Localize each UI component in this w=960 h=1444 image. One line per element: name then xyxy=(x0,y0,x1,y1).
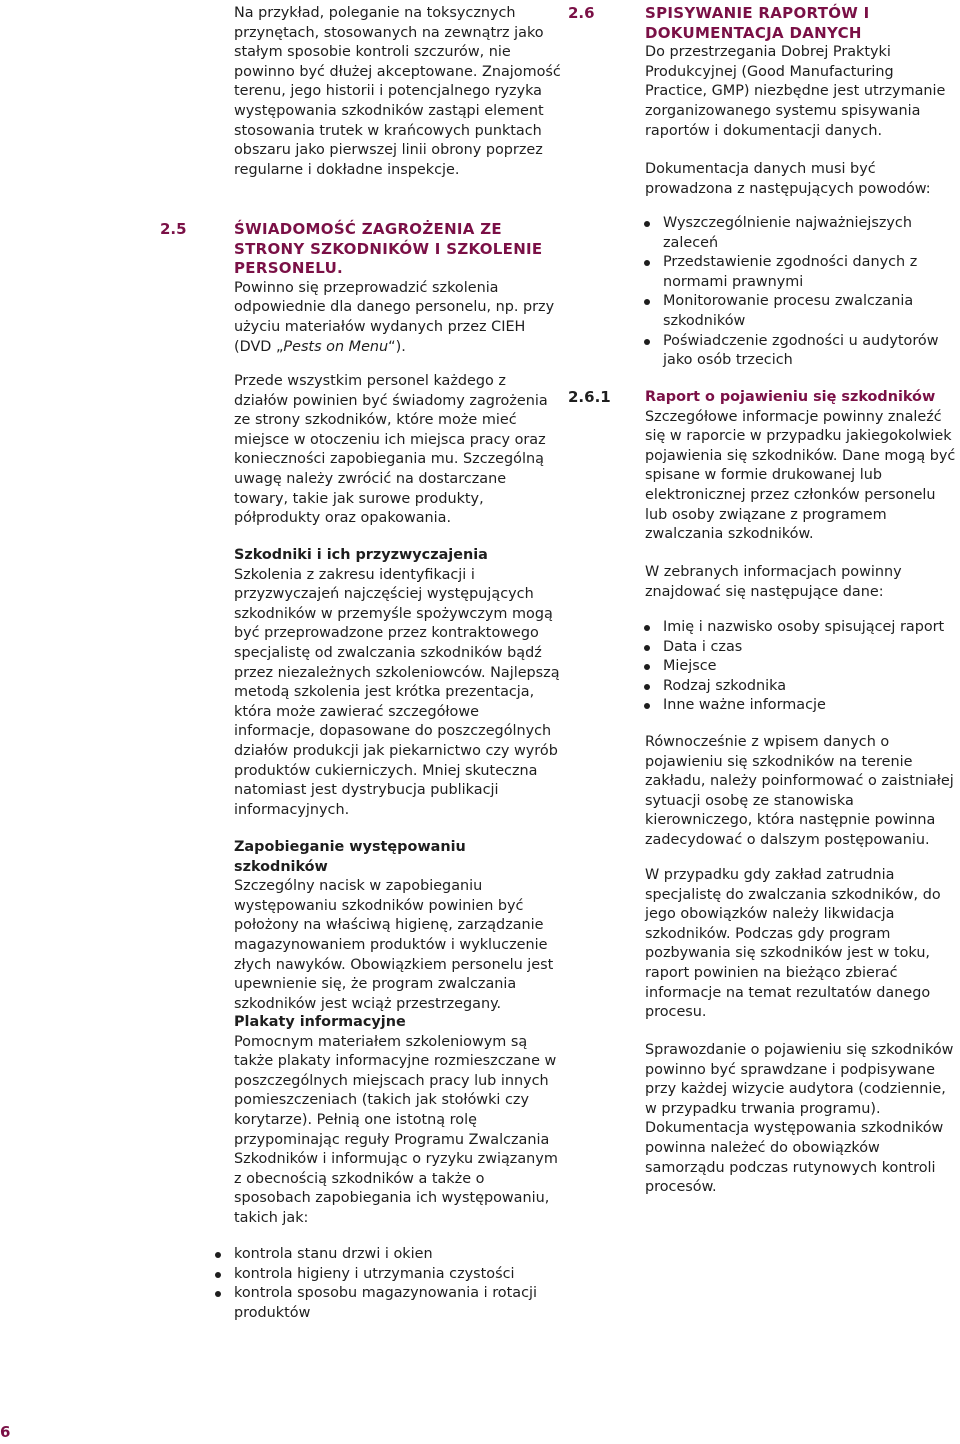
reasons-bullet-list xyxy=(641,214,956,371)
section-2-6-1-paragraph-5: Sprawozdanie o pojawieniu się szkodników powinno być sprawdzane i podpisywane przy każdej wizycie audytora (codziennie, w przypadku trwania programu). Dokumentacja występowania szkodników powinna należeć do obowiązków samorządu podczas rutynowych kontroli procesów. xyxy=(645,1042,954,1196)
section-2-6-1-paragraph-2-block xyxy=(645,563,960,602)
posters-bullet-list xyxy=(212,1245,542,1323)
section-2-6-1-paragraph-3: Równocześnie z wpisem danych o pojawieniu się szkodników na terenie zakładu, należy poinformować o zaistniałej sytuacji osobę ze stanowiska kierowniczego, która następnie powinna zadecydować o dalszym postępowaniu. xyxy=(645,734,954,848)
prevention-paragraph: Szczególny nacisk w zapobieganiu występowaniu szkodników powinien być położony na właściwą higienę, zarządzanie magazynowaniem produktów i wykluczenie złych nawyków. Obowiązkiem personelu jest upewnienie się, że program zwalczania szkodników jest wciąż przestrzegany. xyxy=(234,878,554,1012)
section-number-2-6-1: 2.6.1 xyxy=(568,388,611,406)
list-item: Inne ważne informacje xyxy=(641,696,956,716)
dvd-title: Pests on Menu xyxy=(283,338,389,355)
habits-block xyxy=(234,546,564,820)
posters-paragraph: Pomocnym materiałem szkoleniowym są także plakaty informacyjne rozmieszczane w poszczególnych miejscach pracy lub innych pomieszczeniach (takich jak stołówki czy korytarze). Pełnią one istotną rolę przypominając reguły Programu Zwalczania Szkodników i informując o ryzyku związanym z obecnością szkodników a także o sposobach zapobiegania ich występowaniu, takich jak: xyxy=(234,1033,558,1226)
section-2-6-paragraph-1: Do przestrzegania Dobrej Praktyki Produkcyjnej (Good Manufacturing Practice, GMP) niezbędne jest utrzymanie zorganizowanego systemu spisywania raportów i dokumentacji danych. xyxy=(645,44,946,139)
section-2-5-paragraph-1 xyxy=(234,279,564,357)
intro-paragraph: Na przykład, poleganie na toksycznych przynętach, stosowanych na zewnątrz jako stałym sposobie kontroli szczurów, nie powinno być dłużej akceptowane. Znajomość terenu, jego historii i potencjalnego ryzyka występowania szkodników zastąpi element stosowania trutek w krańcowych punktach obszaru jako pierwszej linii obrony poprzez regularne i dokładne inspekcje. xyxy=(234,5,561,178)
section-2-5-paragraph-2-block xyxy=(234,372,564,529)
habits-paragraph: Szkolenia z zakresu identyfikacji i przyzwyczajeń najczęściej występujących szkodników w przemyśle spożywczym mogą być przeprowadzone przez kontraktowego specjalistę od zwalczania szkodników bądź przez niezależnych szkoleniowców. Najlepszą metodą szkolenia jest krótka prezentacja, która może zawierać szczegółowe informacje, dopasowane do poszczególnych działów produkcji jak piekarnictwo czy wyrób produktów cukierniczych. Mniej skuteczna natomiast jest dystrybucja publikacji informacyjnych. xyxy=(234,566,560,818)
list-item: Monitorowanie procesu zwalczania szkodników xyxy=(641,292,956,331)
section-2-6-1 xyxy=(645,388,960,545)
text-span: “). xyxy=(388,338,406,355)
list-item: kontrola sposobu magazynowania i rotacji produktów xyxy=(212,1284,542,1323)
posters-bullets-block xyxy=(212,1245,542,1323)
reasons-list-block xyxy=(641,214,956,371)
habits-heading: Szkodniki i ich przyzwyczajenia xyxy=(234,547,488,563)
list-item: Imię i nazwisko osoby spisującej raport xyxy=(641,618,956,638)
section-2-6-1-paragraph-2: W zebranych informacjach powinny znajdować się następujące dane: xyxy=(645,564,902,600)
posters-heading: Plakaty informacyjne xyxy=(234,1014,406,1030)
section-2-6-1-paragraph-4: W przypadku gdy zakład zatrudnia specjalistę do zwalczania szkodników, do jego obowiązków należy likwidacja szkodników. Podczas gdy program pozbywania się szkodników jest w toku, raport powinien na bieżąco zbierać informacje na temat rezultatów danego procesu. xyxy=(645,867,941,1021)
posters-block xyxy=(234,1013,564,1229)
text-span: Powinno się przeprowadzić szkolenia odpowiednie dla danego personelu, np. przy użyciu materiałów wydanych przez CIEH (DVD „ xyxy=(234,279,555,355)
section-2-6-paragraph-2: Dokumentacja danych musi być prowadzona z następujących powodów: xyxy=(645,161,931,197)
list-item: Przedstawienie zgodności danych z normami prawnymi xyxy=(641,253,956,292)
section-number-2-6: 2.6 xyxy=(568,4,595,22)
list-item: kontrola stanu drzwi i okien xyxy=(212,1245,542,1265)
section-2-6-1-paragraph-3-block xyxy=(645,733,960,851)
section-title-2-5: ŚWIADOMOŚĆ ZAGROŻENIA ZE STRONY SZKODNIKÓW I SZKOLENIE PERSONELU. xyxy=(234,220,543,278)
section-2-5 xyxy=(234,220,564,357)
data-items-bullet-list xyxy=(641,618,956,716)
section-2-6-1-paragraph-1: Szczegółowe informacje powinny znaleźć się w raporcie w przypadku jakiegokolwiek pojawienia się szkodników. Dane mogą być spisane w formie drukowanej lub elektronicznej przez członków personelu lub osoby związane z programem zwalczania szkodników. xyxy=(645,408,956,543)
section-title-2-6-1: Raport o pojawieniu się szkodników xyxy=(645,389,936,405)
prevention-heading: Zapobieganie występowaniu szkodników xyxy=(234,839,466,875)
section-title-2-6: SPISYWANIE RAPORTÓW I DOKUMENTACJA DANYCH xyxy=(645,4,870,42)
section-2-6-1-paragraph-4-block xyxy=(645,866,960,1023)
data-items-list-block xyxy=(641,618,956,716)
list-item: kontrola higieny i utrzymania czystości xyxy=(212,1265,542,1285)
section-2-6 xyxy=(645,4,960,141)
section-2-6-1-paragraph-5-block xyxy=(645,1041,960,1198)
list-item: Rodzaj szkodnika xyxy=(641,677,956,697)
list-item: Miejsce xyxy=(641,657,956,677)
list-item: Poświadczenie zgodności u audytorów jako osób trzecich xyxy=(641,332,956,371)
list-item: Wyszczególnienie najważniejszych zaleceń xyxy=(641,214,956,253)
prevention-block xyxy=(234,838,564,1014)
intro-paragraph-block xyxy=(234,4,564,180)
page-number: 6 xyxy=(0,1423,11,1441)
section-2-6-paragraph-2-block xyxy=(645,160,960,199)
list-item: Data i czas xyxy=(641,638,956,658)
section-2-5-paragraph-2: Przede wszystkim personel każdego z działów powinien być świadomy zagrożenia ze strony szkodników, które może mieć miejsce w otoczeniu ich miejsca pracy oraz konieczności zapobiegania mu. Szczególną uwagę należy zwrócić na dostarczane towary, takie jak surowe produkty, półprodukty oraz opakowania. xyxy=(234,373,548,527)
section-number-2-5: 2.5 xyxy=(160,220,187,238)
